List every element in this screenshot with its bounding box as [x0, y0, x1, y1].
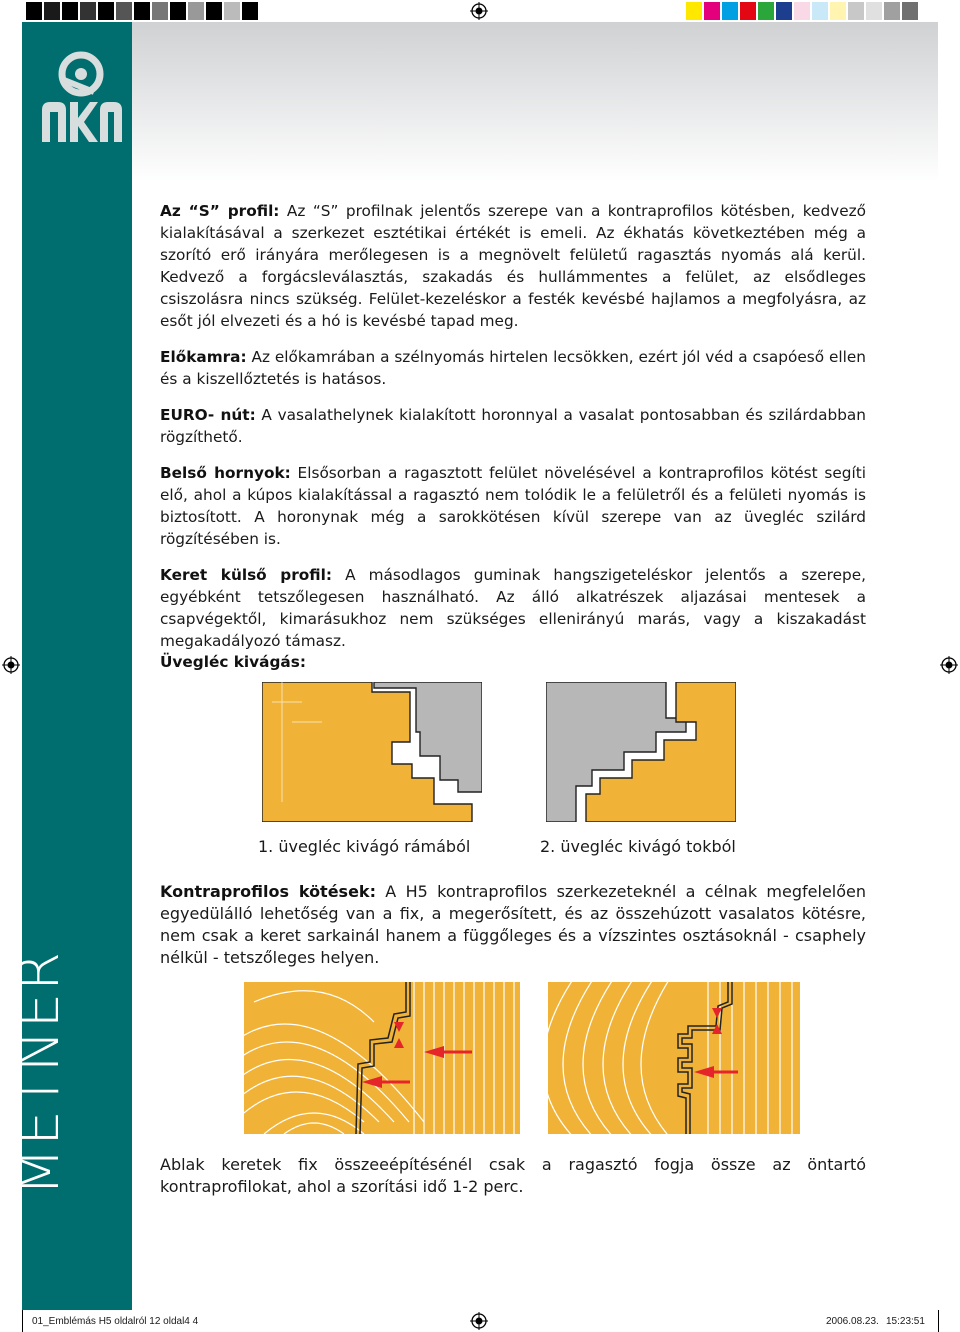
joint-figure-right [548, 982, 800, 1134]
glazing-heading [160, 651, 866, 673]
section-heading: Keret külső profil: [160, 566, 332, 584]
section-heading: Belső hornyok: [160, 464, 291, 482]
glazing-profile-figure-2 [546, 682, 736, 822]
registration-mark-icon [940, 656, 958, 674]
figure-caption-1: 1. üvegléc kivágó rámából [258, 837, 471, 856]
section-euro-nut [160, 404, 866, 448]
section-s-profil [160, 200, 866, 332]
glazing-profile-figure-1 [262, 682, 482, 822]
registration-mark-icon [470, 1312, 488, 1330]
section-text: A H5 kontraprofilos szerkezeteknél a célnak megfelelően egyedülálló lehetőség van a fix, a megerősített, és az összehúzott vasalatos kötésre, nem csak a keret sarkainál hanem a függőleges és a vízszintes osztásoknál - csaphely nélkül - tetszőleges helyen. [160, 882, 866, 967]
print-footer [0, 1310, 960, 1332]
section-text: A másodlagos guminak hangszigeteléskor jelentős a szerepe, egyébként tetszőlegesen használható. Az álló alkatrészek aljazásai mentesek a csapvégektől, kimarásukhoz nem szükséges ellenirányú marás, vagy a kiszakadást megakadályozó támasz. [160, 566, 866, 650]
section-text: A vasalathelynek kialakított horonnyal a vasalat pontosabban és szilárdabban rögzíthető. [160, 406, 866, 446]
section-elokamra [160, 346, 866, 390]
section-heading: Előkamra: [160, 348, 247, 366]
joint-figure-left [244, 982, 520, 1134]
section-heading: Üvegléc kivágás: [160, 653, 306, 671]
footer-date: 2006.08.23. [826, 1316, 879, 1327]
mkm-logo-icon [36, 50, 126, 150]
figure-caption-2: 2. üvegléc kivágó tokból [540, 837, 736, 856]
section-text: Az előkamrában a szélnyomás hirtelen lecsökken, ezért jól véd a csapóeső ellen és a kiszellőztetés is hatásos. [160, 348, 866, 388]
footer-file-label: 01_Emblémás H5 oldalról 12 oldal4 4 [32, 1316, 199, 1327]
section-text: Az “S” profilnak jelentős szerepe van a kontraprofilos kötésben, kedvező kialakításával a szerkezet esztétikai értékét is emeli. Az ékhatás következtében még a szorító erő irányára merőlegesen is a megnövelt felületű ragasztás nyomás alá kerül. Kedvező a forgácsleválasztás, szakadás és hullámmentes a felület, az elsődleges csiszolásra nincs szükség. Felület-kezeléskor a festék kevésbé hajlamos a megfolyásra, az esőt jól elvezeti és a hó is kevésbé tapad meg. [160, 202, 867, 330]
section-heading: Az “S” profil: [160, 202, 280, 220]
header-gradient [132, 22, 938, 182]
registration-mark-icon [470, 2, 488, 20]
sidebar-brand-text: METNER [7, 949, 72, 1196]
footer-time: 15:23:51 [886, 1316, 925, 1327]
section-heading: Kontraprofilos kötések: [160, 882, 376, 901]
section-keret-kulso-profil [160, 564, 866, 652]
section-belso-hornyok [160, 462, 866, 550]
closing-paragraph: Ablak keretek fix összeeépítésénél csak a ragasztó fogja össze az öntartó kontraprofilokat, ahol a szorítási idő 1-2 perc. [160, 1155, 866, 1196]
registration-mark-icon [2, 656, 20, 674]
section-heading: EURO- nút: [160, 406, 256, 424]
section-text: Elsősorban a ragasztott felület növelésével a kontraprofilos kötést segíti elő, ahol a kúpos kialakítással a ragasztó nem tolódik le a felületről és a felületi nyomás is biztosított. A horonynak még a sarokkötésen kívül szerepe van az üvegléc szilárd rögzítésében is. [160, 464, 866, 548]
section-kontraprofilos [160, 881, 866, 969]
